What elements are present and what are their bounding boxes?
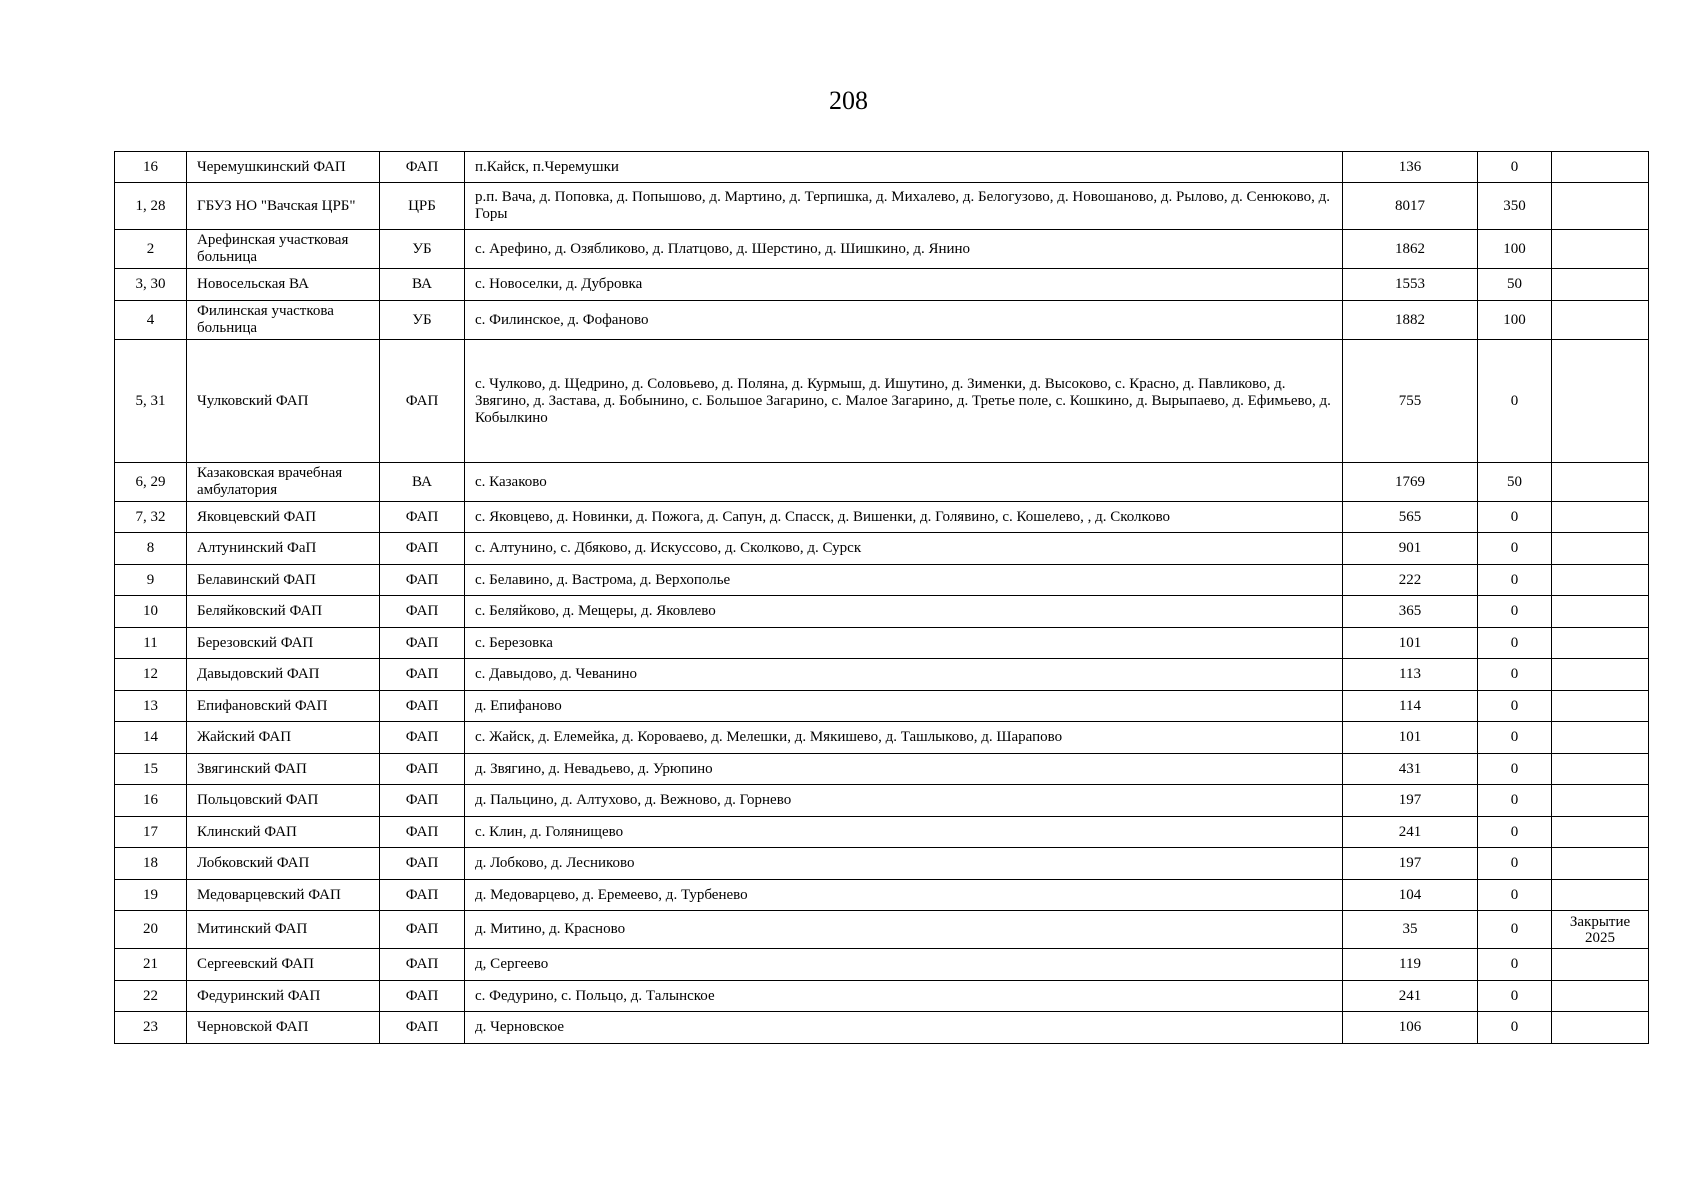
note-cell [1552, 817, 1649, 848]
population-cell: 8017 [1343, 183, 1478, 230]
note-cell [1552, 691, 1649, 722]
beds-cell: 0 [1478, 1012, 1552, 1044]
note-cell [1552, 785, 1649, 817]
table-row [115, 152, 1649, 183]
table-row [115, 949, 1649, 981]
facility-name-cell: Черемушкинский ФАП [187, 152, 380, 183]
facility-type-cell: ФАП [380, 152, 465, 183]
population-cell: 106 [1343, 1012, 1478, 1044]
service-area-cell: д. Черновское [465, 1012, 1343, 1044]
row-number-cell: 10 [115, 596, 187, 628]
service-area-cell: р.п. Вача, д. Поповка, д. Попышово, д. Мартино, д. Терпишка, д. Михалево, д. Белогузово, д. Новошаново, д. Рылово, д. Сенюково, д. Горы [465, 183, 1343, 230]
table-row [115, 183, 1649, 230]
facility-name-cell: Митинский ФАП [187, 911, 380, 949]
table-row [115, 722, 1649, 754]
facility-type-cell: ФАП [380, 880, 465, 911]
facility-type-cell: ФАП [380, 848, 465, 880]
service-area-cell: д. Епифаново [465, 691, 1343, 722]
row-number-cell: 2 [115, 230, 187, 269]
row-number-cell: 18 [115, 848, 187, 880]
table-row [115, 1012, 1649, 1044]
facility-type-cell: ФАП [380, 949, 465, 981]
note-cell [1552, 533, 1649, 565]
beds-cell: 0 [1478, 785, 1552, 817]
facility-name-cell: Беляйковский ФАП [187, 596, 380, 628]
population-cell: 1862 [1343, 230, 1478, 269]
beds-cell: 0 [1478, 981, 1552, 1012]
facility-type-cell: ФАП [380, 754, 465, 785]
row-number-cell: 9 [115, 565, 187, 596]
population-cell: 241 [1343, 817, 1478, 848]
facility-type-cell: ФАП [380, 785, 465, 817]
beds-cell: 0 [1478, 596, 1552, 628]
facility-type-cell: ФАП [380, 565, 465, 596]
facility-name-cell: Звягинский ФАП [187, 754, 380, 785]
population-cell: 901 [1343, 533, 1478, 565]
row-number-cell: 14 [115, 722, 187, 754]
population-cell: 119 [1343, 949, 1478, 981]
beds-cell: 50 [1478, 463, 1552, 502]
facility-type-cell: ФАП [380, 502, 465, 533]
facility-type-cell: ФАП [380, 911, 465, 949]
note-cell [1552, 502, 1649, 533]
beds-cell: 0 [1478, 152, 1552, 183]
table-row [115, 533, 1649, 565]
population-cell: 104 [1343, 880, 1478, 911]
population-cell: 101 [1343, 628, 1478, 659]
beds-cell: 100 [1478, 230, 1552, 269]
facility-type-cell: ФАП [380, 691, 465, 722]
population-cell: 101 [1343, 722, 1478, 754]
beds-cell: 0 [1478, 565, 1552, 596]
table-row [115, 565, 1649, 596]
note-cell [1552, 596, 1649, 628]
table-row [115, 230, 1649, 269]
note-cell [1552, 565, 1649, 596]
note-cell [1552, 722, 1649, 754]
facility-name-cell: Филинская участкова больница [187, 301, 380, 340]
row-number-cell: 6, 29 [115, 463, 187, 502]
note-cell [1552, 981, 1649, 1012]
population-cell: 1553 [1343, 269, 1478, 301]
row-number-cell: 5, 31 [115, 340, 187, 463]
facility-name-cell: Епифановский ФАП [187, 691, 380, 722]
population-cell: 755 [1343, 340, 1478, 463]
note-cell [1552, 152, 1649, 183]
row-number-cell: 7, 32 [115, 502, 187, 533]
facility-type-cell: ЦРБ [380, 183, 465, 230]
service-area-cell: д. Медоварцево, д. Еремеево, д. Турбенево [465, 880, 1343, 911]
facility-type-cell: УБ [380, 230, 465, 269]
facility-name-cell: Яковцевский ФАП [187, 502, 380, 533]
facility-name-cell: Федуринский ФАП [187, 981, 380, 1012]
note-cell: Закрытие 2025 [1552, 911, 1649, 949]
facility-type-cell: ФАП [380, 1012, 465, 1044]
population-cell: 365 [1343, 596, 1478, 628]
population-cell: 35 [1343, 911, 1478, 949]
beds-cell: 350 [1478, 183, 1552, 230]
population-cell: 241 [1343, 981, 1478, 1012]
beds-cell: 100 [1478, 301, 1552, 340]
facility-name-cell: Чулковский ФАП [187, 340, 380, 463]
row-number-cell: 23 [115, 1012, 187, 1044]
service-area-cell: с. Клин, д. Голянищево [465, 817, 1343, 848]
facility-name-cell: Медоварцевский ФАП [187, 880, 380, 911]
facility-type-cell: УБ [380, 301, 465, 340]
facility-type-cell: ФАП [380, 981, 465, 1012]
row-number-cell: 4 [115, 301, 187, 340]
table-row [115, 463, 1649, 502]
beds-cell: 0 [1478, 628, 1552, 659]
row-number-cell: 12 [115, 659, 187, 691]
note-cell [1552, 230, 1649, 269]
row-number-cell: 16 [115, 152, 187, 183]
beds-cell: 0 [1478, 949, 1552, 981]
table-row [115, 754, 1649, 785]
service-area-cell: с. Федурино, с. Польцо, д. Талынское [465, 981, 1343, 1012]
facility-type-cell: ВА [380, 463, 465, 502]
row-number-cell: 19 [115, 880, 187, 911]
facility-name-cell: Жайский ФАП [187, 722, 380, 754]
population-cell: 565 [1343, 502, 1478, 533]
facility-type-cell: ФАП [380, 340, 465, 463]
facility-name-cell: Казаковская врачебная амбулатория [187, 463, 380, 502]
facility-name-cell: Клинский ФАП [187, 817, 380, 848]
service-area-cell: д. Лобково, д. Лесниково [465, 848, 1343, 880]
service-area-cell: с. Березовка [465, 628, 1343, 659]
facility-type-cell: ФАП [380, 533, 465, 565]
facilities-table [114, 151, 1649, 1044]
note-cell [1552, 463, 1649, 502]
facility-name-cell: Давыдовский ФАП [187, 659, 380, 691]
population-cell: 197 [1343, 848, 1478, 880]
table-row [115, 981, 1649, 1012]
table-row [115, 911, 1649, 949]
beds-cell: 50 [1478, 269, 1552, 301]
row-number-cell: 21 [115, 949, 187, 981]
service-area-cell: д. Митино, д. Красново [465, 911, 1343, 949]
note-cell [1552, 880, 1649, 911]
service-area-cell: д. Звягино, д. Невадьево, д. Урюпино [465, 754, 1343, 785]
facility-name-cell: Черновской ФАП [187, 1012, 380, 1044]
population-cell: 197 [1343, 785, 1478, 817]
table-row [115, 628, 1649, 659]
row-number-cell: 8 [115, 533, 187, 565]
note-cell [1552, 848, 1649, 880]
note-cell [1552, 754, 1649, 785]
facility-type-cell: ФАП [380, 659, 465, 691]
population-cell: 114 [1343, 691, 1478, 722]
service-area-cell: с. Филинское, д. Фофаново [465, 301, 1343, 340]
note-cell [1552, 301, 1649, 340]
table-row [115, 659, 1649, 691]
note-cell [1552, 659, 1649, 691]
table-row [115, 340, 1649, 463]
row-number-cell: 15 [115, 754, 187, 785]
population-cell: 431 [1343, 754, 1478, 785]
service-area-cell: с. Яковцево, д. Новинки, д. Пожога, д. Сапун, д. Спасск, д. Вишенки, д. Голявино, с. Кошелево, , д. Сколково [465, 502, 1343, 533]
service-area-cell: с. Жайск, д. Елемейка, д. Короваево, д. Мелешки, д. Мякишево, д. Ташлыково, д. Шарапово [465, 722, 1343, 754]
service-area-cell: с. Алтунино, с. Дбяково, д. Искуссово, д. Сколково, д. Сурск [465, 533, 1343, 565]
beds-cell: 0 [1478, 722, 1552, 754]
beds-cell: 0 [1478, 502, 1552, 533]
beds-cell: 0 [1478, 659, 1552, 691]
row-number-cell: 11 [115, 628, 187, 659]
service-area-cell: с. Белавино, д. Вастрома, д. Верхополье [465, 565, 1343, 596]
beds-cell: 0 [1478, 533, 1552, 565]
service-area-cell: д, Сергеево [465, 949, 1343, 981]
service-area-cell: с. Беляйково, д. Мещеры, д. Яковлево [465, 596, 1343, 628]
table-row [115, 269, 1649, 301]
beds-cell: 0 [1478, 691, 1552, 722]
table-row [115, 691, 1649, 722]
beds-cell: 0 [1478, 848, 1552, 880]
note-cell [1552, 949, 1649, 981]
beds-cell: 0 [1478, 817, 1552, 848]
service-area-cell: с. Казаково [465, 463, 1343, 502]
population-cell: 136 [1343, 152, 1478, 183]
population-cell: 222 [1343, 565, 1478, 596]
facility-type-cell: ФАП [380, 817, 465, 848]
row-number-cell: 1, 28 [115, 183, 187, 230]
facility-type-cell: ФАП [380, 628, 465, 659]
row-number-cell: 16 [115, 785, 187, 817]
row-number-cell: 20 [115, 911, 187, 949]
facility-name-cell: Арефинская участковая больница [187, 230, 380, 269]
table-row [115, 817, 1649, 848]
beds-cell: 0 [1478, 340, 1552, 463]
population-cell: 113 [1343, 659, 1478, 691]
facility-name-cell: Белавинский ФАП [187, 565, 380, 596]
beds-cell: 0 [1478, 911, 1552, 949]
facility-type-cell: ВА [380, 269, 465, 301]
row-number-cell: 13 [115, 691, 187, 722]
population-cell: 1769 [1343, 463, 1478, 502]
service-area-cell: с. Чулково, д. Щедрино, д. Соловьево, д. Поляна, д. Курмыш, д. Ишутино, д. Зименки, д. Высоково, с. Красно, д. Павликово, д. Звягино, д. Застава, д. Бобынино, с. Большое Загарино, с. Малое Загарино, д. Третье поле, с. Кошкино, д. Вырыпаево, д. Ефимьево, д. Кобылкино [465, 340, 1343, 463]
facility-name-cell: Лобковский ФАП [187, 848, 380, 880]
note-cell [1552, 340, 1649, 463]
table-row [115, 502, 1649, 533]
row-number-cell: 22 [115, 981, 187, 1012]
service-area-cell: п.Кайск, п.Черемушки [465, 152, 1343, 183]
service-area-cell: с. Арефино, д. Озябликово, д. Платцово, д. Шерстино, д. Шишкино, д. Янино [465, 230, 1343, 269]
service-area-cell: с. Давыдово, д. Чеванино [465, 659, 1343, 691]
row-number-cell: 17 [115, 817, 187, 848]
table-row [115, 880, 1649, 911]
facility-type-cell: ФАП [380, 596, 465, 628]
note-cell [1552, 1012, 1649, 1044]
facility-name-cell: ГБУЗ НО "Вачская ЦРБ" [187, 183, 380, 230]
facility-name-cell: Алтунинский ФаП [187, 533, 380, 565]
facility-name-cell: Березовский ФАП [187, 628, 380, 659]
note-cell [1552, 183, 1649, 230]
note-cell [1552, 269, 1649, 301]
facility-name-cell: Сергеевский ФАП [187, 949, 380, 981]
table-row [115, 848, 1649, 880]
table-body [115, 152, 1649, 1044]
population-cell: 1882 [1343, 301, 1478, 340]
facility-name-cell: Польцовский ФАП [187, 785, 380, 817]
table-row [115, 301, 1649, 340]
row-number-cell: 3, 30 [115, 269, 187, 301]
service-area-cell: д. Пальцино, д. Алтухово, д. Вежново, д. Горнево [465, 785, 1343, 817]
beds-cell: 0 [1478, 754, 1552, 785]
table-row [115, 785, 1649, 817]
note-cell [1552, 628, 1649, 659]
facility-type-cell: ФАП [380, 722, 465, 754]
table-row [115, 596, 1649, 628]
facility-name-cell: Новосельская ВА [187, 269, 380, 301]
page-number: 208 [829, 86, 868, 115]
service-area-cell: с. Новоселки, д. Дубровка [465, 269, 1343, 301]
beds-cell: 0 [1478, 880, 1552, 911]
